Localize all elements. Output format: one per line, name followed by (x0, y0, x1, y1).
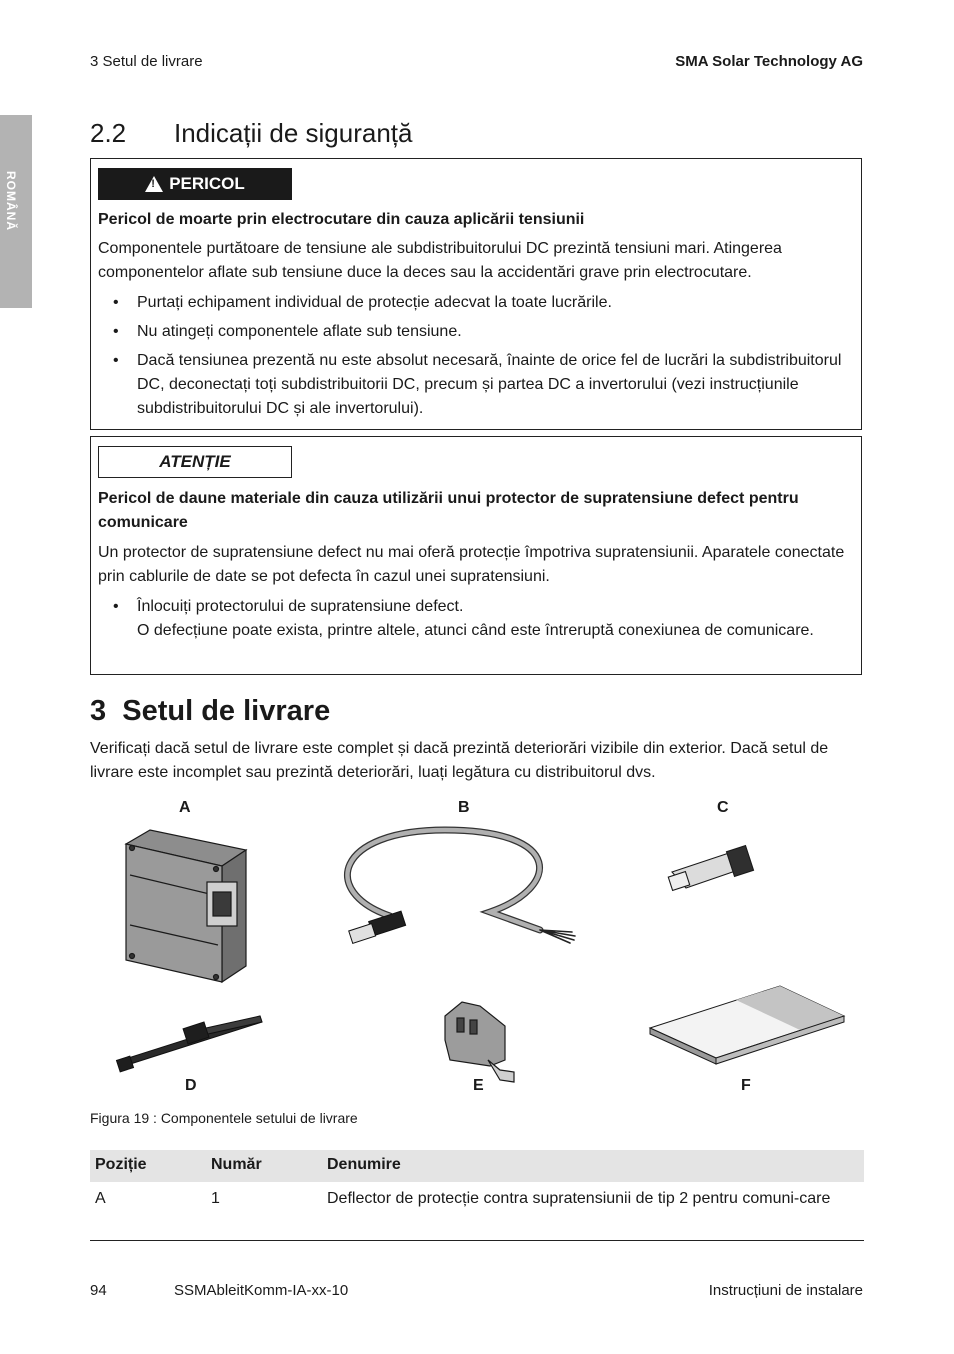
chapter-heading (90, 695, 330, 728)
footer-page-number: 94 (90, 1282, 107, 1299)
caution-title: Pericol de daune materiale din cauza utilizării unui protector de supratensiune defect pentru comunicare (98, 490, 799, 531)
footer-document-id: SSMAbleitKomm-IA-xx-10 (174, 1282, 349, 1299)
cable-tie-drawing (116, 1016, 262, 1072)
table-header-name: Denumire (327, 1156, 401, 1173)
danger-bullet-1: Purtați echipament individual de protecție adecvat la toate lucrările. (137, 294, 612, 311)
intro-paragraph: Verificați dacă setul de livrare este complet și dacă prezintă deteriorări vizibile din exterior. Dacă setul de livrare este incomplet sau prezintă deteriorări, luați legătura cu distribuitorul dvs. (90, 740, 829, 781)
caution-bullet: Înlocuiți protectorului de supratensiune defect. (137, 598, 464, 615)
chapter-title: Setul de livrare (122, 695, 331, 727)
table-header-row (90, 1150, 864, 1182)
bullet-icon: • (113, 598, 119, 615)
manual-booklet-drawing (650, 986, 844, 1064)
bullet-icon: • (113, 323, 119, 340)
table-header-count: Număr (211, 1156, 262, 1173)
table-cell-name: Deflector de protecție contra supratensiunii de tip 2 pentru comuni-care (327, 1190, 831, 1207)
danger-label-text: PERICOL (169, 174, 245, 193)
danger-title: Pericol de moarte prin electrocutare din cauza aplicării tensiunii (98, 211, 585, 228)
danger-bullet-3: Dacă tensiunea prezentă nu este absolut necesară, înainte de orice fel de lucrări la subdistribuitorul DC, deconectați toți subdistribuitorii DC, precum și partea DC a invertorului (vezi instrucțiunile subdistribuitorului DC și ale invertorului). (137, 352, 842, 417)
caution-label: ATENȚIE (98, 446, 292, 478)
language-side-tab-label: ROMÂNĂ (4, 171, 18, 231)
danger-text: Componentele purtătoare de tensiune ale subdistribuitorului DC prezintă tensiuni mari. Atingerea componentelor aflate sub tensiune duce la deces sau la accidentări grave prin electrocutare. (98, 240, 782, 281)
figure-label-d: D (185, 1077, 197, 1094)
footer-document-type: Instrucțiuni de instalare (708, 1282, 863, 1299)
section-title: Indicații de siguranță (174, 118, 413, 148)
figure-label-e: E (473, 1077, 484, 1094)
data-cable-drawing (347, 830, 575, 943)
section-number: 2.2 (90, 118, 127, 148)
caution-text: Un protector de supratensiune defect nu mai oferă protecție împotriva supratensiunii. Aparatele conectate prin cablurile de date se pot defecta în cazul unei supratensiuni. (98, 544, 845, 585)
rj45-connector-drawing (668, 846, 753, 891)
figure-caption: Figura 19 : Componentele setului de livrare (90, 1110, 358, 1126)
surge-protector-drawing (126, 830, 246, 982)
running-header-chapter: 3 Setul de livrare (90, 53, 203, 70)
figure-label-b: B (458, 799, 470, 816)
warning-triangle-icon (145, 176, 163, 192)
delivery-scope-illustration (90, 820, 870, 1090)
table-cell-position: A (95, 1190, 106, 1207)
table-cell-count: 1 (211, 1190, 220, 1207)
section-heading (90, 118, 412, 149)
language-side-tab (0, 115, 32, 308)
figure-label-f: F (741, 1077, 751, 1094)
danger-box (90, 158, 862, 430)
caution-bullet-note: O defecțiune poate exista, printre altele, atunci când este întreruptă conexiunea de comunicare. (137, 622, 814, 639)
bullet-icon: • (113, 294, 119, 311)
table-header-position: Poziție (95, 1156, 147, 1173)
danger-bullet-2: Nu atingeți componentele aflate sub tensiune. (137, 323, 462, 340)
running-header-company: SMA Solar Technology AG (675, 53, 863, 70)
table-bottom-rule (90, 1240, 864, 1241)
caution-box (90, 436, 862, 675)
din-rail-clip-drawing (445, 1002, 514, 1082)
figure-label-c: C (717, 799, 729, 816)
bullet-icon: • (113, 352, 119, 369)
danger-label (98, 168, 292, 200)
chapter-number: 3 (90, 695, 107, 727)
figure-label-a: A (179, 799, 191, 816)
